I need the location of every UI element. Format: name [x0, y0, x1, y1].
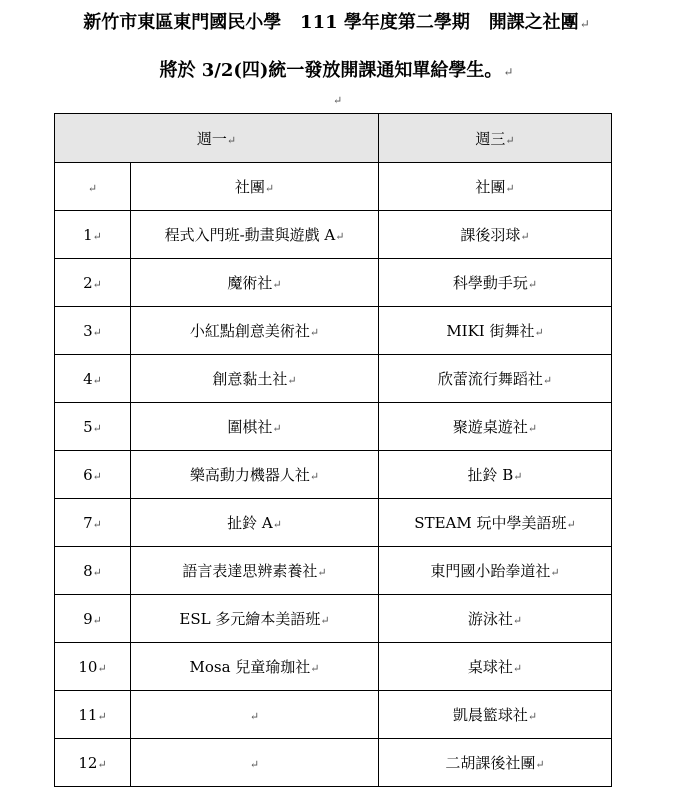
wednesday-club: MIKI 街舞社↵	[379, 307, 612, 355]
paragraph-mark-icon: ↵	[97, 661, 107, 675]
table-row	[55, 643, 612, 691]
paragraph-mark-icon: ↵	[272, 278, 282, 291]
paragraph-mark-icon: ↵	[512, 614, 523, 627]
paragraph-mark-icon: ↵	[92, 469, 102, 483]
monday-club: 小紅點創意美術社↵	[131, 307, 379, 355]
table-header-row	[55, 114, 612, 163]
paragraph-mark-icon: ↵	[566, 518, 576, 531]
paragraph-mark-icon: ↵	[92, 325, 102, 339]
row-number: 6↵	[55, 451, 131, 499]
row-number: 5↵	[55, 403, 131, 451]
wednesday-club: 東門國小跆拳道社↵	[379, 547, 612, 595]
wednesday-club: 桌球社↵	[379, 643, 612, 691]
paragraph-mark-icon: ↵	[333, 94, 343, 107]
monday-club: 扯鈴 A↵	[131, 499, 379, 547]
number-column-header: ↵	[55, 163, 131, 211]
paragraph-mark-icon: ↵	[513, 470, 523, 483]
wednesday-club: 二胡課後社團↵	[379, 739, 612, 787]
table-row	[55, 691, 612, 739]
paragraph-mark-icon: ↵	[92, 613, 102, 627]
paragraph-mark-icon: ↵	[512, 662, 523, 675]
paragraph-mark-icon: ↵	[317, 566, 327, 579]
monday-club: ESL 多元繪本美語班↵	[131, 595, 379, 643]
monday-club: Mosa 兒童瑜珈社↵	[131, 643, 379, 691]
table-row	[55, 259, 612, 307]
paragraph-mark-icon: ↵	[503, 65, 514, 79]
paragraph-mark-icon: ↵	[272, 422, 282, 435]
paragraph-mark-icon: ↵	[579, 17, 590, 31]
paragraph-mark-icon: ↵	[287, 374, 297, 387]
paragraph-mark-icon: ↵	[249, 709, 260, 723]
paragraph-mark-icon: ↵	[97, 757, 107, 771]
wednesday-club: 凱晨籃球社↵	[379, 691, 612, 739]
table-subheader-row	[55, 163, 612, 211]
paragraph-mark-icon: ↵	[550, 566, 560, 579]
monday-club	[131, 691, 379, 739]
paragraph-mark-icon: ↵	[92, 373, 102, 387]
paragraph-mark-icon: ↵	[527, 278, 538, 291]
table-row	[55, 355, 612, 403]
monday-club: 魔術社↵	[131, 259, 379, 307]
row-number: 4↵	[55, 355, 131, 403]
row-number: 12↵	[55, 739, 131, 787]
wednesday-club: 聚遊桌遊社↵	[379, 403, 612, 451]
row-number: 1↵	[55, 211, 131, 259]
table-row	[55, 595, 612, 643]
paragraph-mark-icon: ↵	[92, 229, 102, 243]
paragraph-mark-icon: ↵	[272, 518, 282, 531]
paragraph-mark-icon: ↵	[527, 422, 538, 435]
paragraph-mark-icon: ↵	[309, 470, 320, 483]
paragraph-mark-icon: ↵	[249, 757, 260, 771]
row-number: 10↵	[55, 643, 131, 691]
paragraph-mark-icon: ↵	[97, 709, 107, 723]
paragraph-mark-icon: ↵	[520, 230, 530, 243]
subheader-wednesday: 社團↵	[379, 163, 612, 211]
monday-club: 圍棋社↵	[131, 403, 379, 451]
monday-club: 語言表達思辨素養社↵	[131, 547, 379, 595]
row-number: 11↵	[55, 691, 131, 739]
table-row	[55, 307, 612, 355]
paragraph-mark-icon: ↵	[534, 326, 544, 339]
announcement-subtitle: 將於 3/2(四)統一發放開課通知單給學生。↵	[159, 60, 514, 81]
header-wednesday: 週三↵	[379, 114, 612, 163]
paragraph-mark-icon: ↵	[309, 326, 320, 339]
wednesday-club: 課後羽球↵	[379, 211, 612, 259]
page-title: 新竹市東區東門國民小學 111 學年度第二學期 開課之社團↵	[83, 12, 590, 33]
table-row	[55, 499, 612, 547]
paragraph-mark-icon: ↵	[92, 565, 102, 579]
table-row	[55, 211, 612, 259]
row-number: 7↵	[55, 499, 131, 547]
paragraph-mark-icon: ↵	[310, 662, 320, 675]
table-row	[55, 547, 612, 595]
paragraph-mark-icon: ↵	[542, 374, 553, 387]
wednesday-club: 游泳社↵	[379, 595, 612, 643]
wednesday-club: STEAM 玩中學美語班↵	[379, 499, 612, 547]
row-number: 9↵	[55, 595, 131, 643]
row-number: 3↵	[55, 307, 131, 355]
monday-club: 樂高動力機器人社↵	[131, 451, 379, 499]
monday-club: 創意黏土社↵	[131, 355, 379, 403]
wednesday-club: 扯鈴 B↵	[379, 451, 612, 499]
paragraph-mark-icon: ↵	[535, 758, 545, 771]
table-row	[55, 451, 612, 499]
row-number: 2↵	[55, 259, 131, 307]
row-number: 8↵	[55, 547, 131, 595]
table-row	[55, 739, 612, 787]
club-table	[54, 113, 612, 787]
table-row	[55, 403, 612, 451]
paragraph-mark-icon: ↵	[92, 421, 102, 435]
wednesday-club: 欣蕾流行舞蹈社↵	[379, 355, 612, 403]
header-monday: 週一↵	[55, 114, 379, 163]
subheader-monday: 社團↵	[131, 163, 379, 211]
paragraph-mark-icon: ↵	[320, 614, 330, 627]
paragraph-mark-icon: ↵	[92, 517, 102, 531]
monday-club: 程式入門班-動畫與遊戲 A↵	[131, 211, 379, 259]
paragraph-mark-icon: ↵	[92, 277, 102, 291]
wednesday-club: 科學動手玩↵	[379, 259, 612, 307]
monday-club	[131, 739, 379, 787]
paragraph-mark-icon: ↵	[335, 230, 345, 243]
paragraph-mark-icon: ↵	[527, 710, 538, 723]
